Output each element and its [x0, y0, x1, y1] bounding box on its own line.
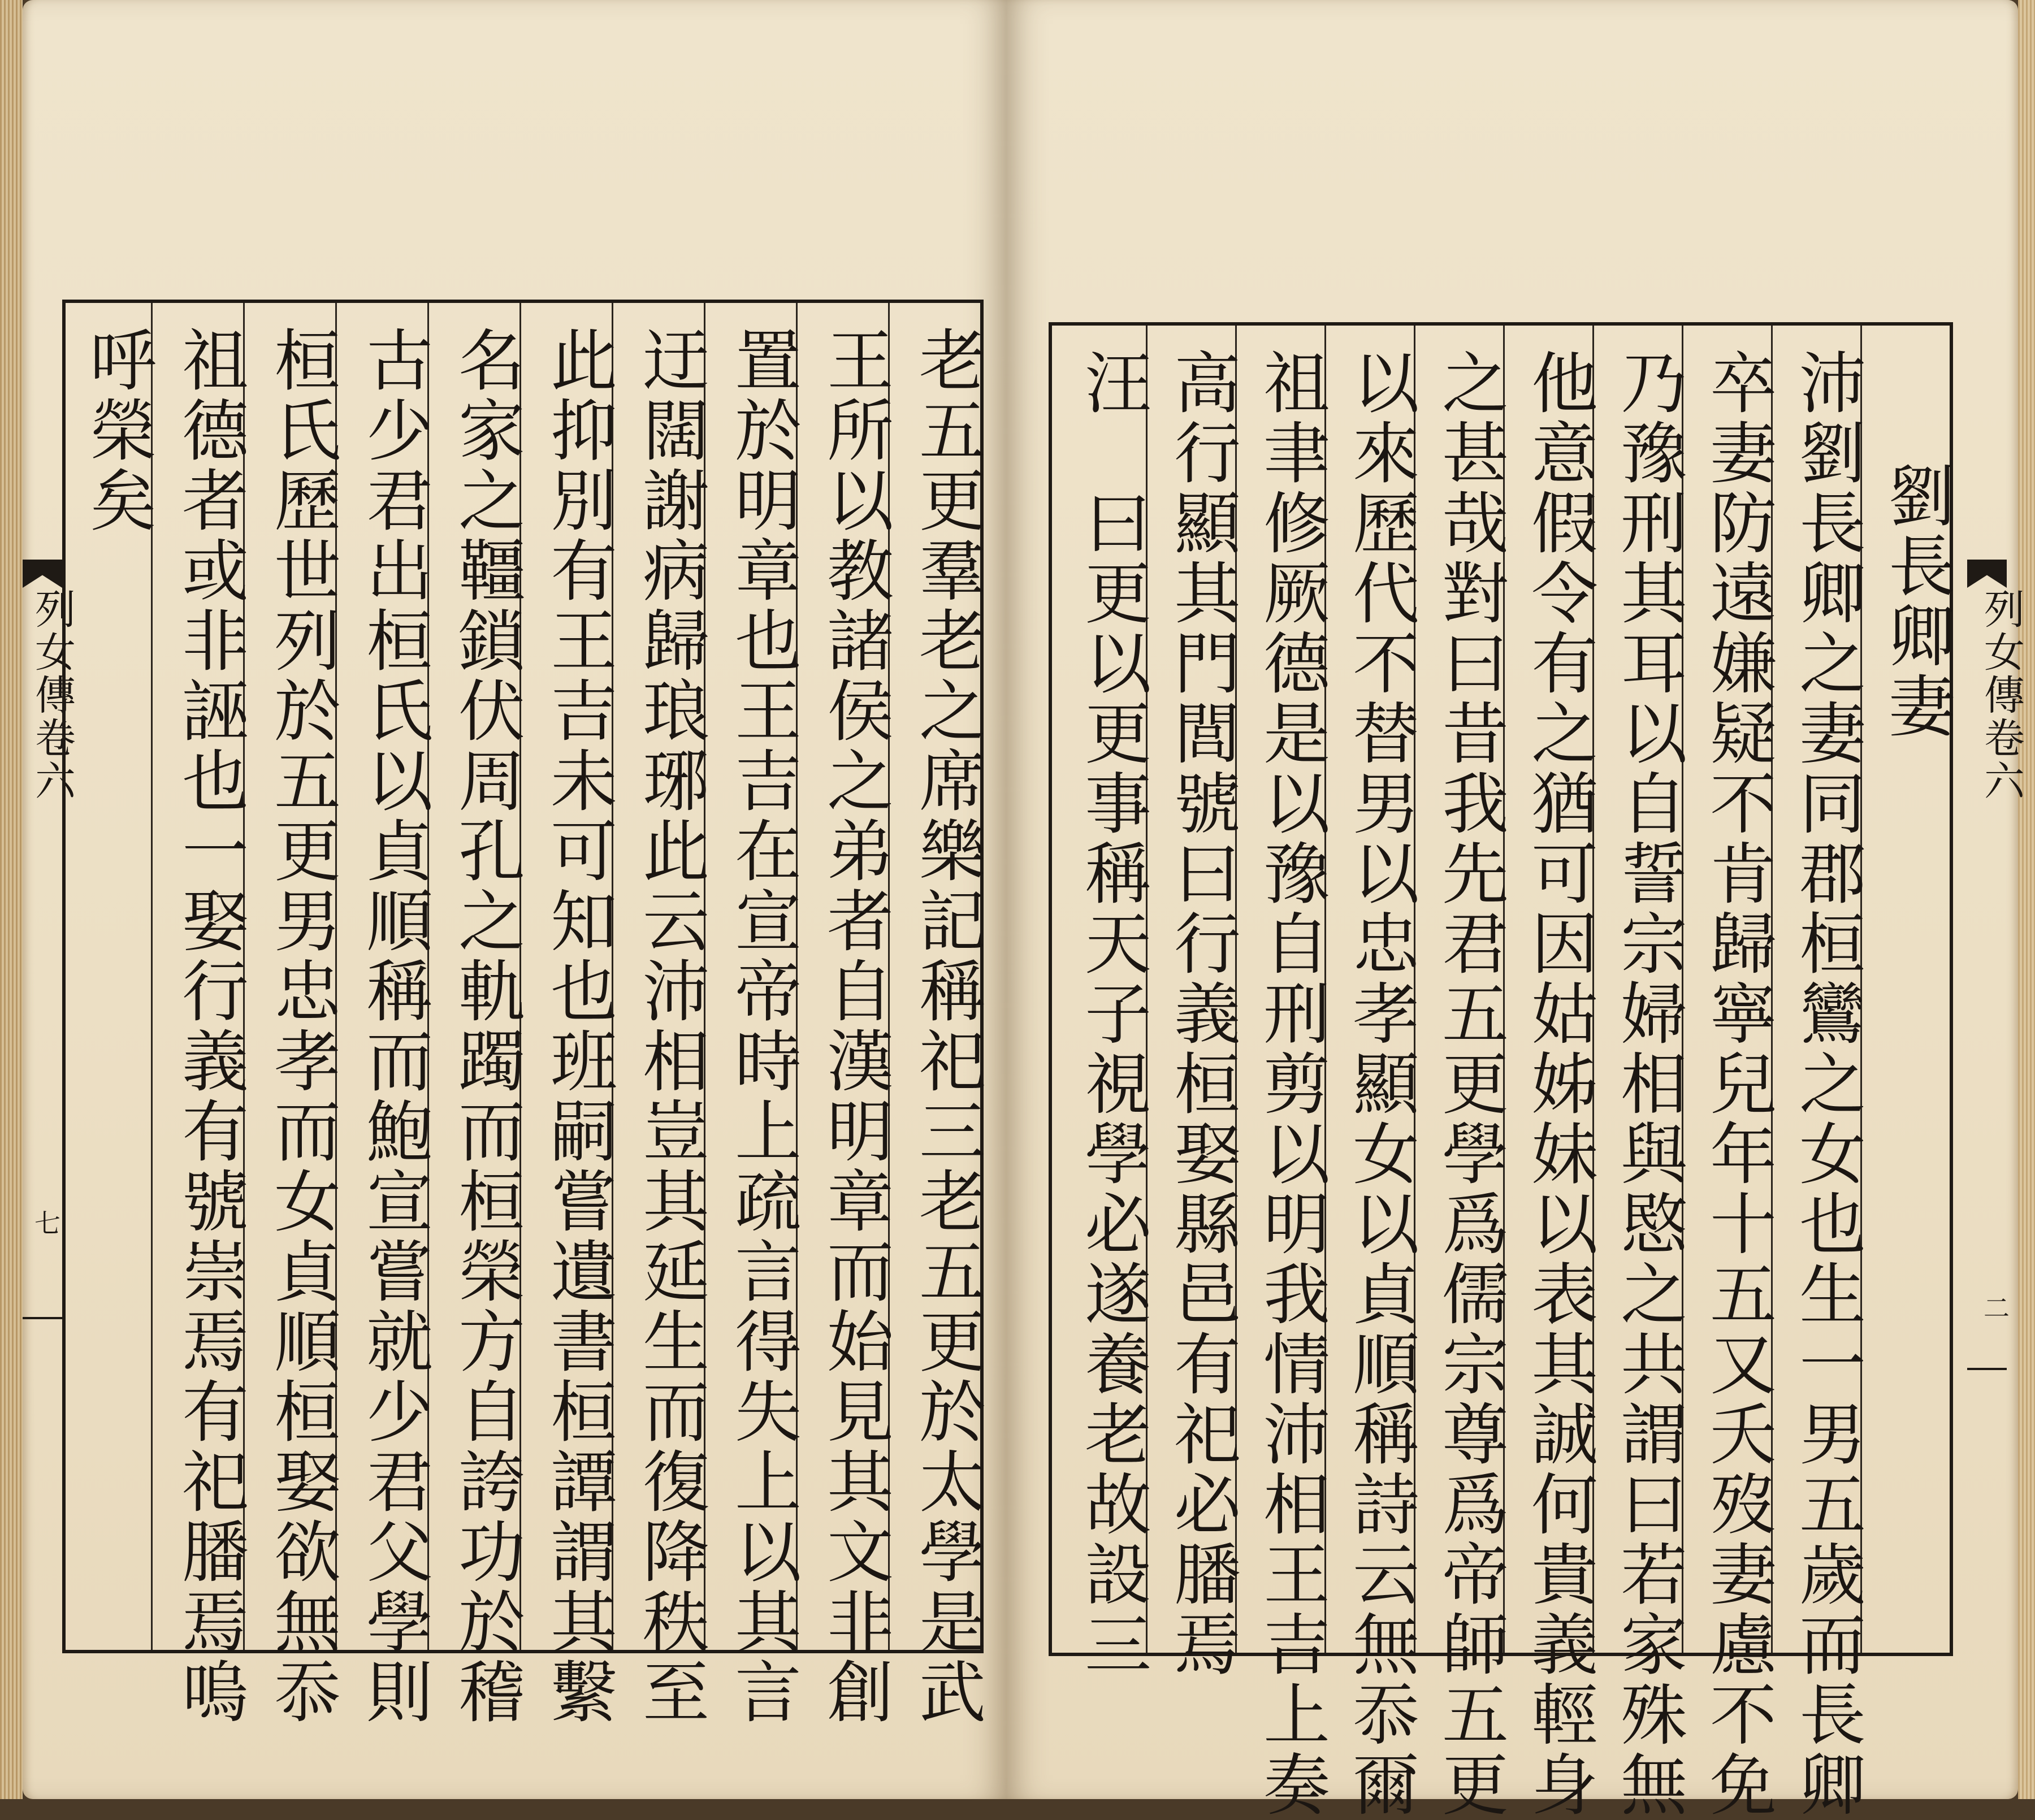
page-edge-left [0, 0, 23, 1799]
text-column: 王所以教諸侯之弟者自漢明章而始見其文非創 [796, 303, 888, 1650]
text-column: 此抑別有王吉未可知也班嗣嘗遺書桓譚謂其繫 [519, 303, 612, 1650]
text-column: 以來歷代不替男以忠孝顯女以貞順稱詩云無忝爾 [1324, 326, 1414, 1653]
gutter-rule-right [1967, 1368, 2007, 1370]
text-column: 桓氏歷世列於五更男忠孝而女貞順桓娶欲無忝 [243, 303, 335, 1650]
text-column: 乃豫刑其耳以自誓宗婦相與愍之共謂曰若家殊無 [1592, 326, 1682, 1653]
text-column: 古少君出桓氏以貞順稱而鮑宣嘗就少君父學則 [335, 303, 427, 1650]
text-column: 沛劉長卿之妻同郡桓鸞之女也生一男五歲而長卿 [1771, 326, 1860, 1653]
text-column: 名家之韁鎖伏周孔之軌躅而桓榮方自誇功於稽 [427, 303, 519, 1650]
text-column: 高行顯其門閭號曰行義桓娶縣邑有祀必膰焉 [1146, 326, 1235, 1653]
text-column: 老五更羣老之席樂記稱祀三老五更於太學是武 [888, 303, 980, 1650]
text-column: 他意假令有之猶可因姑姊妹以表其誠何貴義輕身 [1503, 326, 1592, 1653]
text-column: 之甚哉對曰昔我先君五更學爲儒宗尊爲帝師五更 [1414, 326, 1503, 1653]
left-gutter-title: 列女傳卷六 [28, 588, 76, 803]
right-gutter-title: 列女傳卷六 [1977, 588, 2025, 803]
gutter-rule-left [23, 1317, 62, 1319]
chapter-heading: 劉長卿妻 [1860, 326, 1950, 1653]
right-text-frame [1049, 322, 1955, 1820]
text-column: 祖德者或非誣也一娶行義有號崇焉有祀膰焉嗚 [151, 303, 243, 1650]
commentary-column: 汪 曰更以更事稱天子視學必遂養老故設三 [1073, 348, 1151, 1680]
text-column: 卒妻防遠嫌疑不肯歸寧兒年十五又夭歿妻慮不免 [1682, 326, 1771, 1653]
text-column: 祖聿修厥德是以豫自刑剪以明我情沛相王吉上奏 [1235, 326, 1324, 1653]
text-column: 呼榮矣 [79, 326, 157, 536]
right-page-number: 二 [1980, 1294, 2010, 1323]
text-column: 迂闊謝病歸琅琊此云沛相豈其延生而復降秩至 [612, 303, 704, 1650]
text-column: 置於明章也王吉在宣帝時上疏言得失上以其言 [704, 303, 796, 1650]
left-text-frame [62, 300, 986, 1727]
left-page-number: 七 [31, 1210, 61, 1238]
